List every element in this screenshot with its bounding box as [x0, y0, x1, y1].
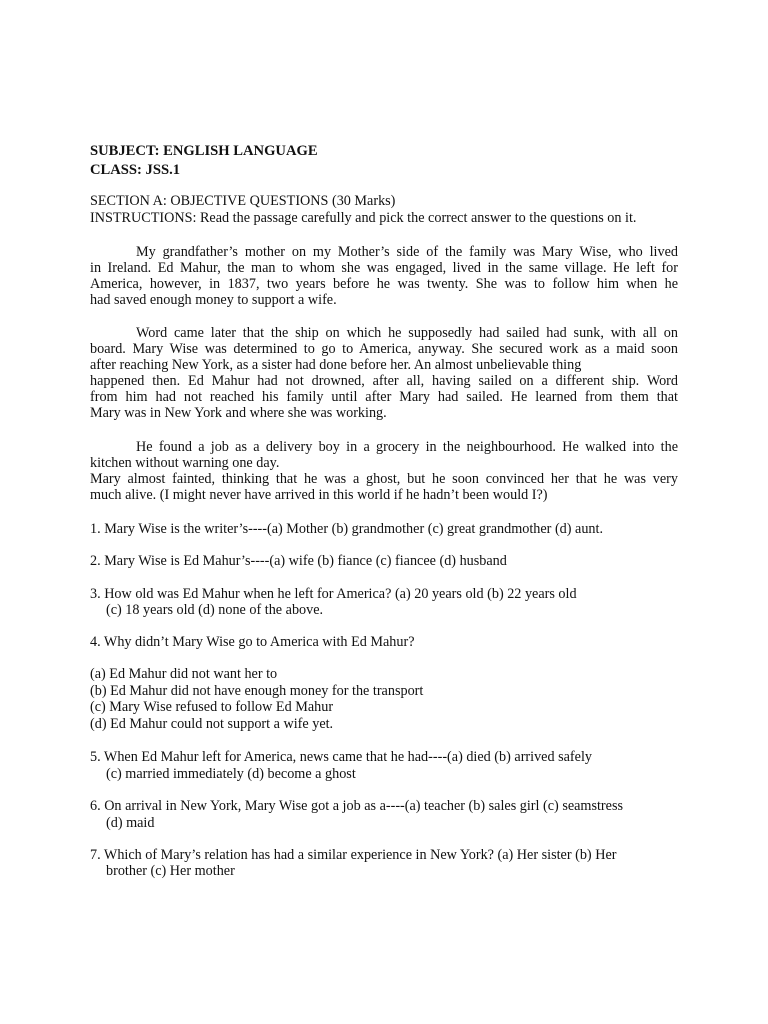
passage-line: had saved enough money to support a wife. [90, 292, 337, 308]
question-4: 4. Why didn’t Mary Wise go to America with Ed Mahur? [90, 634, 415, 650]
question-4-option-d: (d) Ed Mahur could not support a wife yet. [90, 716, 334, 732]
passage-line: America, however, in 1837, two years before he was twenty. She was to follow him when he [90, 276, 678, 292]
question-4-option-c: (c) Mary Wise refused to follow Ed Mahur [90, 699, 334, 715]
passage-line: Mary was in New York and where she was working. [90, 405, 387, 421]
question-6-options: (d) maid [106, 815, 155, 831]
passage-line: happened then. Ed Mahur had not drowned, after all, having sailed on a different ship. Word [90, 373, 678, 389]
class-heading: CLASS: JSS.1 [90, 162, 181, 178]
instructions: INSTRUCTIONS: Read the passage carefully and pick the correct answer to the questions on it. [90, 210, 637, 226]
question-4-option-a: (a) Ed Mahur did not want her to [90, 666, 278, 682]
passage-line: He found a job as a delivery boy in a grocery in the neighbourhood. He walked into the [136, 439, 678, 455]
question-6: 6. On arrival in New York, Mary Wise got a job as a----(a) teacher (b) sales girl (c) seamstress [90, 798, 623, 814]
question-7-options: brother (c) Her mother [106, 863, 235, 879]
section-title: SECTION A: OBJECTIVE QUESTIONS (30 Marks) [90, 193, 396, 209]
passage-line: kitchen without warning one day. [90, 455, 280, 471]
question-3: 3. How old was Ed Mahur when he left for America? (a) 20 years old (b) 22 years old [90, 586, 577, 602]
passage-line: board. Mary Wise was determined to go to America, anyway. She secured work as a maid soon [90, 341, 678, 357]
passage-line: Mary almost fainted, thinking that he was a ghost, but he soon convinced her that he was very [90, 471, 678, 487]
passage-line: My grandfather’s mother on my Mother’s side of the family was Mary Wise, who lived [136, 244, 678, 260]
subject-heading: SUBJECT: ENGLISH LANGUAGE [90, 143, 318, 159]
passage-line: Word came later that the ship on which he supposedly had sailed had sunk, with all on [136, 325, 678, 341]
question-2: 2. Mary Wise is Ed Mahur’s----(a) wife (b) fiance (c) fiancee (d) husband [90, 553, 507, 569]
question-3-options: (c) 18 years old (d) none of the above. [106, 602, 324, 618]
question-4-option-b: (b) Ed Mahur did not have enough money for the transport [90, 683, 424, 699]
question-1: 1. Mary Wise is the writer’s----(a) Mother (b) grandmother (c) great grandmother (d) aunt. [90, 521, 604, 537]
question-7: 7. Which of Mary’s relation has had a similar experience in New York? (a) Her sister (b) Her [90, 847, 617, 863]
question-5: 5. When Ed Mahur left for America, news came that he had----(a) died (b) arrived safely [90, 749, 592, 765]
passage-line: much alive. (I might never have arrived in this world if he hadn’t been would I?) [90, 487, 548, 503]
question-5-options: (c) married immediately (d) become a ghost [106, 766, 356, 782]
passage-line: from him had not reached his family until after Mary had sailed. He learned from them that [90, 389, 678, 405]
passage-line: in Ireland. Ed Mahur, the man to whom she was engaged, lived in the same village. He left for [90, 260, 678, 276]
passage-line: after reaching New York, as a sister had done before her. An almost unbelievable thing [90, 357, 582, 373]
